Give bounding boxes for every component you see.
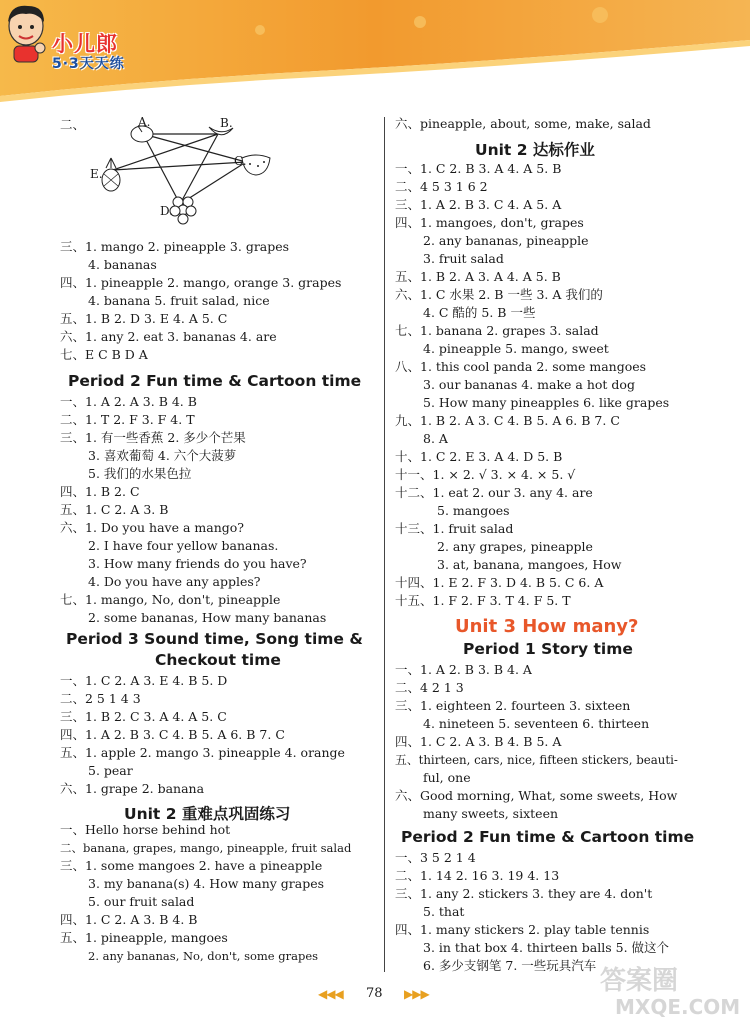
answer-line: 8. A	[423, 431, 448, 446]
answer-line: 二、4 5 3 1 6 2	[395, 179, 488, 194]
answer-line: 六、1. grape 2. banana	[60, 781, 205, 796]
answer-line: 三、1. 有一些香蕉 2. 多少个芒果	[60, 430, 246, 445]
answer-line: 5. pear	[88, 763, 133, 778]
answer-line: 一、3 5 2 1 4	[395, 850, 476, 865]
answer-line: 一、1. A 2. B 3. B 4. A	[395, 662, 532, 677]
answer-line: 4. pineapple 5. mango, sweet	[423, 341, 609, 356]
answer-line: 四、1. pineapple 2. mango, orange 3. grapes	[60, 275, 342, 290]
answer-line: 3. 喜欢葡萄 4. 六个大菠萝	[88, 448, 237, 463]
diagram-label-e: E.	[90, 167, 103, 181]
answer-line: 4. C 酷的 5. B 一些	[423, 305, 536, 320]
answer-line: 五、1. C 2. A 3. B	[60, 502, 169, 517]
answer-line: 十五、1. F 2. F 3. T 4. F 5. T	[395, 593, 571, 608]
period3-heading-line2: Checkout time	[155, 651, 281, 669]
diagram-label-d: D.	[160, 204, 174, 218]
answer-line: 九、1. B 2. A 3. C 4. B 5. A 6. B 7. C	[395, 413, 620, 428]
period3-heading: Period 3 Sound time, Song time &	[66, 630, 363, 648]
answer-line: 一、Hello horse behind hot	[60, 822, 231, 837]
answer-line: 四、1. C 2. A 3. B 4. B	[60, 912, 198, 927]
answer-line: 4. banana 5. fruit salad, nice	[88, 293, 270, 308]
answer-line: 一、1. C 2. B 3. A 4. A 5. B	[395, 161, 562, 176]
answer-line: 三、1. some mangoes 2. have a pineapple	[60, 858, 323, 873]
answer-line: 三、1. eighteen 2. fourteen 3. sixteen	[395, 698, 631, 713]
answer-line: 十四、1. E 2. F 3. D 4. B 5. C 6. A	[395, 575, 604, 590]
answer-line: 五、1. B 2. D 3. E 4. A 5. C	[60, 311, 228, 326]
mascot-icon	[0, 0, 52, 64]
unit3-heading: Unit 3 How many?	[455, 616, 639, 637]
answer-line: 七、E C B D A	[60, 347, 148, 362]
answer-line: 5. How many pineapples 6. like grapes	[423, 395, 670, 410]
answer-line: 3. fruit salad	[423, 251, 504, 266]
answer-line: 二、4 2 1 3	[395, 680, 464, 695]
column-divider	[384, 117, 385, 972]
answer-line: 二、banana, grapes, mango, pineapple, fruit salad	[60, 841, 352, 855]
watermark-url: MXQE.COM	[615, 995, 741, 1019]
diagram-label-a: A.	[138, 115, 151, 129]
answer-line: 三、1. A 2. B 3. C 4. A 5. A	[395, 197, 562, 212]
answer-line: 七、1. mango, No, don't, pineapple	[60, 592, 281, 607]
header-banner	[0, 0, 750, 110]
answer-line: 五、1. B 2. A 3. A 4. A 5. B	[395, 269, 561, 284]
answer-line: 六、1. C 水果 2. B 一些 3. A 我们的	[395, 287, 603, 302]
answer-line: ful, one	[423, 770, 471, 785]
answer-line: 5. that	[423, 904, 465, 919]
answer-line: 6. 多少支钢笔 7. 一些玩具汽车	[423, 958, 597, 973]
answer-line: 六、1. Do you have a mango?	[60, 520, 244, 535]
answer-line: 4. Do you have any apples?	[88, 574, 261, 589]
answer-line: 七、1. banana 2. grapes 3. salad	[395, 323, 599, 338]
answer-line: 一、1. C 2. A 3. E 4. B 5. D	[60, 673, 228, 688]
period2-heading-unit3: Period 2 Fun time & Cartoon time	[401, 828, 695, 846]
answer-line: 六、pineapple, about, some, make, salad	[395, 116, 651, 131]
answer-line: 四、1. B 2. C	[60, 484, 140, 499]
answer-line: 二、1. T 2. F 3. F 4. T	[60, 412, 195, 427]
brand-logo: 小儿郎	[52, 32, 118, 56]
answer-line: 5. 我们的水果色拉	[88, 466, 192, 481]
answer-line: 四、1. A 2. B 3. C 4. B 5. A 6. B 7. C	[60, 727, 285, 742]
answer-line: 三、1. mango 2. pineapple 3. grapes	[60, 239, 290, 254]
answer-line: 2. any bananas, pineapple	[423, 233, 589, 248]
diagram-label-b: B.	[220, 116, 233, 130]
page-number: 78	[366, 986, 383, 1001]
answer-line: 十三、1. fruit salad	[395, 521, 514, 536]
answer-line: 2. any bananas, No, don't, some grapes	[88, 949, 319, 963]
answer-line: 2. I have four yellow bananas.	[88, 538, 279, 553]
answer-line: 四、1. C 2. A 3. B 4. B 5. A	[395, 734, 562, 749]
answer-line: 三、1. B 2. C 3. A 4. A 5. C	[60, 709, 227, 724]
prev-arrows-icon: ◀◀◀	[318, 987, 343, 1001]
answer-line: 2. any grapes, pineapple	[437, 539, 593, 554]
answer-line: 四、1. mangoes, don't, grapes	[395, 215, 584, 230]
answer-line: 二、1. 14 2. 16 3. 19 4. 13	[395, 868, 560, 883]
series-logo: 5·3天天练	[52, 56, 125, 72]
diagram-label-c: C.	[234, 154, 247, 168]
answer-line: 五、1. pineapple, mangoes	[60, 930, 228, 945]
answer-line: 一、1. A 2. A 3. B 4. B	[60, 394, 197, 409]
answer-line: 十、1. C 2. E 3. A 4. D 5. B	[395, 449, 563, 464]
answer-line: 八、1. this cool panda 2. some mangoes	[395, 359, 647, 374]
answer-line: 5. mangoes	[437, 503, 510, 518]
answer-line: 六、1. any 2. eat 3. bananas 4. are	[60, 329, 277, 344]
answer-line: 3. at, banana, mangoes, How	[437, 557, 622, 572]
answer-line: 4. bananas	[88, 257, 157, 272]
answer-line: 3. our bananas 4. make a hot dog	[423, 377, 635, 392]
next-arrows-icon: ▶▶▶	[404, 987, 429, 1001]
answer-line: 3. my banana(s) 4. How many grapes	[88, 876, 325, 891]
period2-heading: Period 2 Fun time & Cartoon time	[68, 372, 362, 390]
answer-line: 四、1. many stickers 2. play table tennis	[395, 922, 650, 937]
answer-line: 3. in that box 4. thirteen balls 5. 做这个	[423, 940, 670, 955]
answer-line: 六、Good morning, What, some sweets, How	[395, 788, 678, 803]
answer-line: 十二、1. eat 2. our 3. any 4. are	[395, 485, 593, 500]
answer-line: 五、thirteen, cars, nice, fifteen stickers, beauti-	[395, 753, 678, 767]
answer-line: 三、1. any 2. stickers 3. they are 4. don't	[395, 886, 653, 901]
answer-line: many sweets, sixteen	[423, 806, 559, 821]
matching-diagram	[88, 112, 318, 227]
answer-line: 3. How many friends do you have?	[88, 556, 307, 571]
answer-line: 2. some bananas, How many bananas	[88, 610, 327, 625]
watermark-logo: 答案圈	[600, 966, 679, 996]
unit2-review-heading: Unit 2 重难点巩固练习	[124, 805, 291, 823]
answer-line: 十一、1. × 2. √ 3. × 4. × 5. √	[395, 467, 576, 482]
answer-line: 4. nineteen 5. seventeen 6. thirteen	[423, 716, 650, 731]
q2-label: 二、	[60, 117, 86, 132]
period1-heading: Period 1 Story time	[463, 640, 633, 658]
unit2-test-heading: Unit 2 达标作业	[475, 141, 595, 159]
answer-line: 5. our fruit salad	[88, 894, 195, 909]
answer-line: 二、2 5 1 4 3	[60, 691, 141, 706]
answer-line: 五、1. apple 2. mango 3. pineapple 4. orange	[60, 745, 345, 760]
